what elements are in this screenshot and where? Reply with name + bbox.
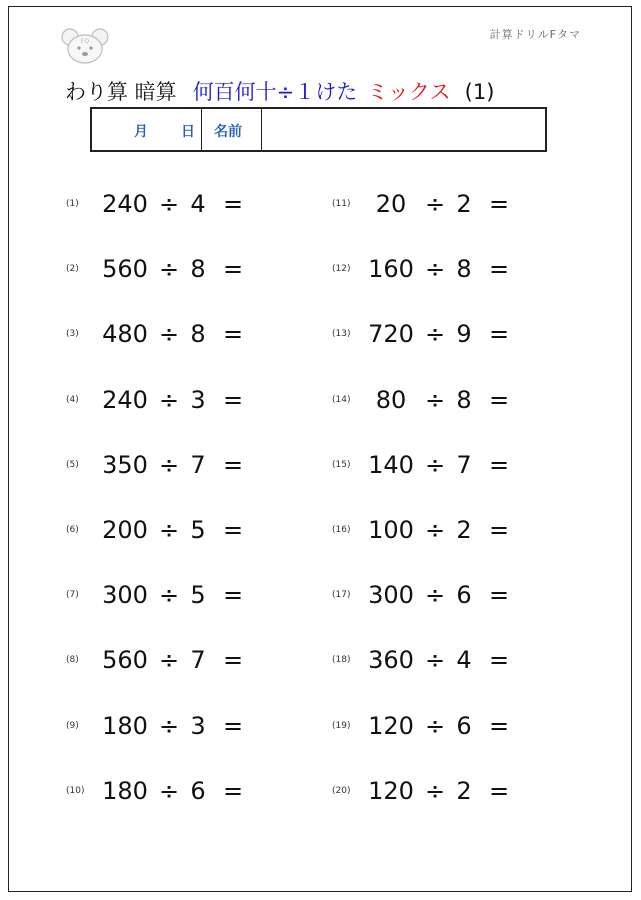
answer-space[interactable] bbox=[248, 254, 288, 284]
equals-sign: = bbox=[222, 190, 244, 218]
equals-sign: = bbox=[488, 776, 510, 805]
problem-number: (12) bbox=[332, 264, 351, 275]
divide-sign: ÷ bbox=[424, 255, 446, 284]
dividend: 80 bbox=[375, 385, 407, 414]
problem-number: (11) bbox=[332, 199, 351, 209]
dividend: 180 bbox=[102, 776, 148, 805]
bear-logo-icon bbox=[60, 27, 110, 65]
dividend: 560 bbox=[102, 255, 148, 284]
dividend: 240 bbox=[102, 190, 148, 218]
dividend: 120 bbox=[368, 776, 414, 805]
answer-space[interactable] bbox=[514, 385, 554, 415]
divisor: 9 bbox=[456, 320, 472, 349]
divisor: 8 bbox=[456, 255, 472, 284]
problem-expression bbox=[362, 255, 514, 283]
answer-space[interactable] bbox=[248, 515, 288, 545]
problem-number: (1) bbox=[66, 199, 79, 209]
divide-sign: ÷ bbox=[424, 776, 446, 805]
problem-row bbox=[332, 771, 554, 811]
problem-number: (5) bbox=[66, 459, 79, 470]
problem-number: (6) bbox=[66, 525, 79, 535]
dividend: 240 bbox=[102, 385, 148, 414]
divisor: 7 bbox=[190, 450, 206, 479]
problem-number: (13) bbox=[332, 329, 351, 340]
dividend: 480 bbox=[102, 320, 148, 349]
problem-expression bbox=[362, 451, 514, 479]
divisor: 5 bbox=[190, 581, 206, 610]
equals-sign: = bbox=[488, 581, 510, 610]
dividend: 180 bbox=[102, 711, 148, 740]
problem-expression bbox=[362, 516, 514, 544]
problem-expression bbox=[96, 255, 248, 283]
problem-expression bbox=[96, 320, 248, 348]
dividend: 200 bbox=[102, 516, 148, 544]
equals-sign: = bbox=[488, 320, 510, 349]
equals-sign: = bbox=[488, 190, 510, 218]
problem-row bbox=[332, 249, 554, 289]
dividend: 160 bbox=[368, 255, 414, 284]
divide-sign: ÷ bbox=[424, 320, 446, 349]
equals-sign: = bbox=[222, 646, 244, 675]
divisor: 3 bbox=[190, 385, 206, 414]
dividend: 300 bbox=[102, 581, 148, 610]
dividend: 100 bbox=[368, 516, 414, 544]
dividend: 360 bbox=[368, 646, 414, 675]
problem-expression bbox=[362, 712, 514, 740]
problem-row bbox=[66, 640, 288, 680]
dividend: 300 bbox=[368, 581, 414, 610]
divide-sign: ÷ bbox=[158, 385, 180, 414]
divisor: 7 bbox=[456, 450, 472, 479]
equals-sign: = bbox=[222, 581, 244, 610]
answer-space[interactable] bbox=[514, 189, 554, 219]
answer-space[interactable] bbox=[248, 645, 288, 675]
problem-row bbox=[332, 575, 554, 615]
equals-sign: = bbox=[488, 516, 510, 544]
answer-space[interactable] bbox=[514, 776, 554, 806]
divisor: 2 bbox=[456, 190, 472, 218]
problem-row bbox=[332, 314, 554, 354]
day-label: 日 bbox=[181, 124, 195, 140]
equals-sign: = bbox=[222, 516, 244, 544]
problem-number: (7) bbox=[66, 590, 79, 601]
problem-number: (3) bbox=[66, 329, 79, 340]
problem-row bbox=[66, 445, 288, 485]
problem-row bbox=[332, 184, 554, 224]
problem-expression bbox=[96, 386, 248, 414]
problem-number: (18) bbox=[332, 655, 351, 666]
problem-expression bbox=[96, 777, 248, 805]
problem-row bbox=[332, 445, 554, 485]
dividend: 560 bbox=[102, 646, 148, 675]
equals-sign: = bbox=[222, 255, 244, 284]
problem-expression bbox=[362, 777, 514, 805]
equals-sign: = bbox=[488, 711, 510, 740]
problem-expression bbox=[96, 190, 248, 218]
problem-number: (8) bbox=[66, 655, 79, 666]
name-field[interactable] bbox=[262, 109, 545, 150]
brand-label: 計算ドリルFタマ bbox=[489, 28, 581, 41]
problem-expression bbox=[362, 190, 514, 218]
problem-expression bbox=[96, 581, 248, 609]
divisor: 8 bbox=[190, 320, 206, 349]
answer-space[interactable] bbox=[248, 711, 288, 741]
problem-row bbox=[66, 380, 288, 420]
answer-space[interactable] bbox=[248, 776, 288, 806]
equals-sign: = bbox=[222, 385, 244, 414]
answer-space[interactable] bbox=[248, 385, 288, 415]
problem-row bbox=[332, 510, 554, 550]
problem-expression bbox=[96, 712, 248, 740]
divisor: 6 bbox=[456, 711, 472, 740]
divisor: 5 bbox=[190, 516, 206, 544]
divisor: 4 bbox=[190, 190, 206, 218]
divisor: 3 bbox=[190, 711, 206, 740]
problem-number: (2) bbox=[66, 264, 79, 275]
divisor: 2 bbox=[456, 776, 472, 805]
problem-expression bbox=[362, 581, 514, 609]
divide-sign: ÷ bbox=[424, 581, 446, 610]
name-box bbox=[90, 107, 547, 152]
problem-row bbox=[66, 249, 288, 289]
name-label: 名前 bbox=[202, 109, 262, 150]
problem-expression bbox=[362, 386, 514, 414]
divide-sign: ÷ bbox=[424, 385, 446, 414]
problem-row bbox=[332, 706, 554, 746]
divisor: 7 bbox=[190, 646, 206, 675]
answer-space[interactable] bbox=[514, 319, 554, 349]
divide-sign: ÷ bbox=[158, 776, 180, 805]
divide-sign: ÷ bbox=[424, 711, 446, 740]
problem-number: (10) bbox=[66, 785, 85, 796]
problem-expression bbox=[96, 646, 248, 674]
problem-row bbox=[66, 510, 288, 550]
problem-row bbox=[66, 184, 288, 224]
equals-sign: = bbox=[488, 255, 510, 284]
problem-number: (19) bbox=[332, 720, 351, 731]
problem-number: (16) bbox=[332, 525, 351, 535]
date-field[interactable] bbox=[92, 109, 202, 150]
title-number: (1) bbox=[464, 80, 495, 104]
equals-sign: = bbox=[488, 450, 510, 479]
divide-sign: ÷ bbox=[158, 711, 180, 740]
title-blue: 何百何十÷１けた bbox=[192, 80, 358, 104]
divisor: 6 bbox=[190, 776, 206, 805]
problem-expression bbox=[96, 451, 248, 479]
answer-space[interactable] bbox=[248, 319, 288, 349]
divide-sign: ÷ bbox=[424, 190, 446, 218]
problem-row bbox=[66, 706, 288, 746]
dividend: 720 bbox=[368, 320, 414, 349]
equals-sign: = bbox=[222, 450, 244, 479]
equals-sign: = bbox=[222, 320, 244, 349]
answer-space[interactable] bbox=[514, 450, 554, 480]
problem-row bbox=[332, 640, 554, 680]
divide-sign: ÷ bbox=[424, 646, 446, 675]
problem-expression bbox=[362, 320, 514, 348]
answer-space[interactable] bbox=[514, 711, 554, 741]
dividend: 350 bbox=[102, 450, 148, 479]
dividend: 20 bbox=[375, 190, 407, 218]
equals-sign: = bbox=[222, 776, 244, 805]
page-title bbox=[65, 76, 494, 106]
divide-sign: ÷ bbox=[158, 516, 180, 544]
equals-sign: = bbox=[488, 646, 510, 675]
divide-sign: ÷ bbox=[424, 516, 446, 544]
answer-space[interactable] bbox=[514, 254, 554, 284]
answer-space[interactable] bbox=[248, 450, 288, 480]
divide-sign: ÷ bbox=[158, 190, 180, 218]
dividend: 140 bbox=[368, 450, 414, 479]
divide-sign: ÷ bbox=[158, 646, 180, 675]
answer-space[interactable] bbox=[248, 580, 288, 610]
problem-expression bbox=[362, 646, 514, 674]
title-black: わり算 暗算 bbox=[65, 80, 177, 104]
problem-row bbox=[66, 314, 288, 354]
problem-expression bbox=[96, 516, 248, 544]
divide-sign: ÷ bbox=[424, 450, 446, 479]
problem-row bbox=[66, 771, 288, 811]
divide-sign: ÷ bbox=[158, 450, 180, 479]
answer-space[interactable] bbox=[514, 645, 554, 675]
month-label: 月 bbox=[134, 124, 148, 140]
problem-number: (20) bbox=[332, 785, 351, 796]
equals-sign: = bbox=[488, 385, 510, 414]
problem-number: (4) bbox=[66, 394, 79, 405]
divide-sign: ÷ bbox=[158, 320, 180, 349]
problem-number: (17) bbox=[332, 590, 351, 601]
problem-row bbox=[332, 380, 554, 420]
answer-space[interactable] bbox=[248, 189, 288, 219]
divisor: 4 bbox=[456, 646, 472, 675]
divisor: 2 bbox=[456, 516, 472, 544]
divide-sign: ÷ bbox=[158, 255, 180, 284]
problem-number: (9) bbox=[66, 720, 79, 731]
problem-number: (15) bbox=[332, 459, 351, 470]
dividend: 120 bbox=[368, 711, 414, 740]
logo-text: FQ bbox=[80, 38, 90, 45]
title-red: ミックス bbox=[367, 80, 451, 104]
equals-sign: = bbox=[222, 711, 244, 740]
divisor: 8 bbox=[190, 255, 206, 284]
divide-sign: ÷ bbox=[158, 581, 180, 610]
divisor: 6 bbox=[456, 581, 472, 610]
divisor: 8 bbox=[456, 385, 472, 414]
answer-space[interactable] bbox=[514, 515, 554, 545]
answer-space[interactable] bbox=[514, 580, 554, 610]
problem-number: (14) bbox=[332, 394, 351, 405]
problem-row bbox=[66, 575, 288, 615]
